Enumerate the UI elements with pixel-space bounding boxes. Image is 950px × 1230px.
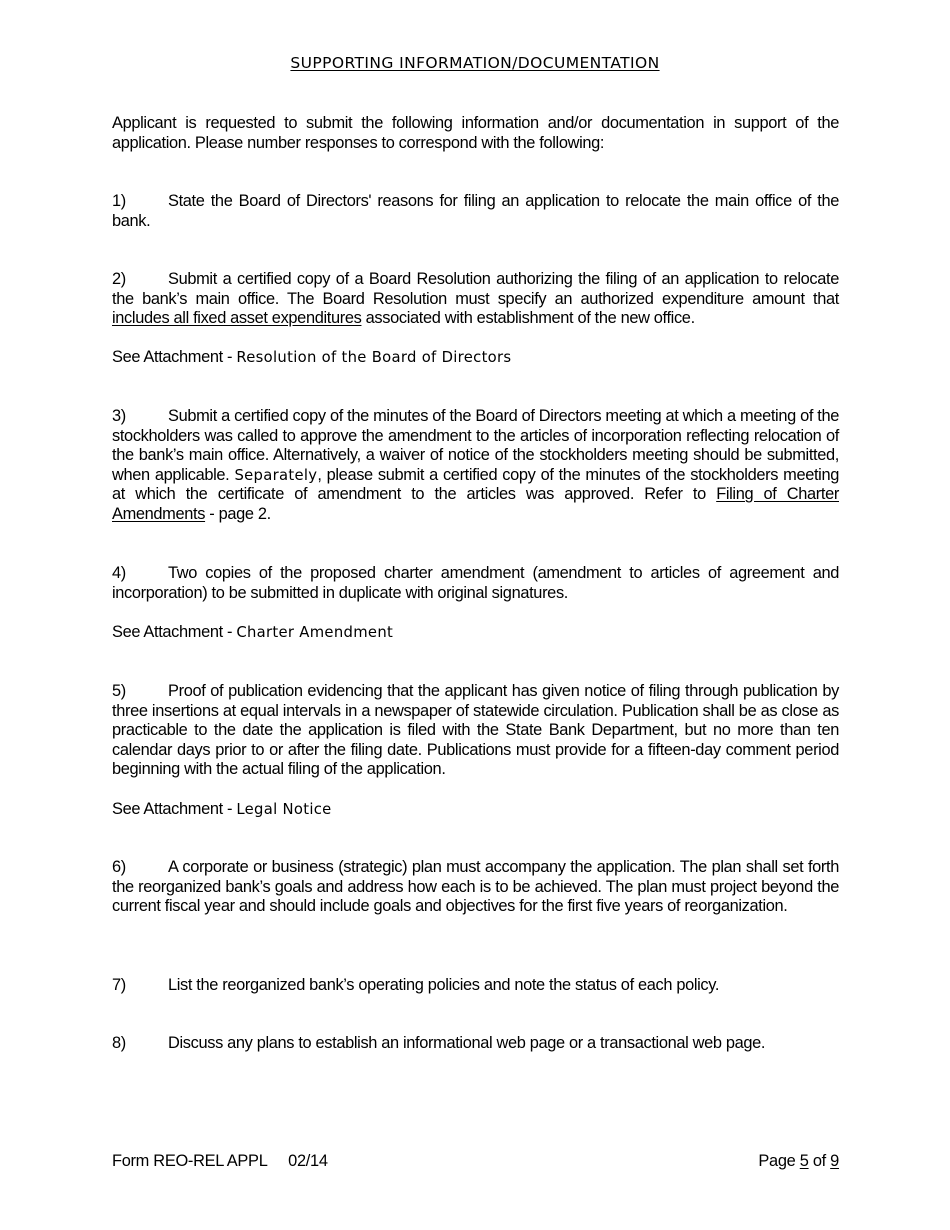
- attachment-name: Charter Amendment: [236, 624, 394, 641]
- attachment-note-5: [112, 800, 839, 820]
- item-text: A corporate or business (strategic) plan must accompany the application. The plan shall set forth the reorganized bank’s goals and address how each is to be achieved. The plan must project beyond the current fiscal year and should include goals and objectives for the first five years of reorganization.: [112, 858, 839, 916]
- item-text: Discuss any plans to establish an informational web page or a transactional web page.: [168, 1034, 766, 1052]
- item-3: [112, 407, 839, 525]
- item-8: [112, 1034, 839, 1054]
- attachment-name: Resolution of the Board of Directors: [236, 349, 512, 366]
- attachment-note-4: [112, 623, 839, 643]
- item-number: 8): [112, 1034, 126, 1052]
- item-text: - page 2.: [205, 504, 271, 523]
- item-text: Proof of publication evidencing that the applicant has given notice of filing through publication by three insertions at equal intervals in a newspaper of statewide circulation. Publication shall be as close as practicable to the date the application is filed with the State Bank Department, but no more than ten calendar days prior to or after the filing date. Publications must provide for a fifteen-day comment period beginning with the actual filing of the application.: [112, 682, 839, 779]
- item-4: [112, 564, 839, 603]
- item-5: [112, 682, 839, 780]
- item-number: 4): [112, 564, 126, 582]
- intro-paragraph: Applicant is requested to submit the following information and/or documentation in support of the application. Please number responses to correspond with the following:: [112, 114, 839, 152]
- attachment-label: See Attachment -: [112, 623, 237, 641]
- item-text: Submit a certified copy of a Board Resolution authorizing the filing of an application to relocate the bank’s main office. The Board Resolution must specify an authorized expenditure amount that: [112, 270, 839, 308]
- page-total: 9: [830, 1152, 839, 1170]
- item-text-alt: Separately: [234, 466, 318, 484]
- item-number: 3): [112, 407, 126, 425]
- underlined-phrase: includes all fixed asset expenditures: [112, 309, 362, 328]
- page-title: SUPPORTING INFORMATION/DOCUMENTATION: [290, 54, 660, 72]
- item-7: [112, 976, 839, 996]
- item-number: 5): [112, 682, 126, 700]
- item-text: Submit a certified copy of the minutes of the Board of Directors meeting at which a meeting of the stockholders was called to approve the amendment to the articles of incorporation reflecting relocation of the bank’s main office. Alternatively, a waiver of notice of the stockholders meeting should be submitted, when applicable.: [112, 407, 839, 484]
- item-number: 6): [112, 858, 126, 876]
- item-number: 7): [112, 976, 126, 994]
- item-1: [112, 192, 839, 231]
- attachment-name: Legal Notice: [236, 801, 332, 818]
- item-number: 2): [112, 270, 126, 288]
- item-text: State the Board of Directors' reasons for filing an application to relocate the main office of the bank.: [112, 192, 839, 230]
- page-current: 5: [799, 1152, 809, 1170]
- item-text: Two copies of the proposed charter amendment (amendment to articles of agreement and incorporation) to be submitted in duplicate with original signatures.: [112, 564, 839, 602]
- page-label: Page: [758, 1152, 800, 1170]
- item-number: 1): [112, 192, 126, 210]
- item-text: , please submit a certified copy of the minutes of the stockholders meeting at which the certificate of amendment to the articles was approved. Refer to: [112, 465, 840, 504]
- item-6: [112, 858, 839, 917]
- page-of: of: [808, 1152, 831, 1170]
- item-2: [112, 270, 839, 329]
- attachment-note-2: [112, 348, 839, 368]
- attachment-label: See Attachment -: [112, 348, 237, 366]
- attachment-label: See Attachment -: [112, 800, 237, 818]
- charter-amendments-link[interactable]: Filing of Charter Amendments: [112, 485, 839, 523]
- page-footer: [112, 1152, 839, 1174]
- item-text: associated with establishment of the new office.: [361, 309, 695, 328]
- item-text: List the reorganized bank’s operating policies and note the status of each policy.: [168, 976, 720, 994]
- page-number: [758, 1152, 839, 1171]
- form-identifier: Form REO-REL APPL 02/14: [112, 1152, 328, 1170]
